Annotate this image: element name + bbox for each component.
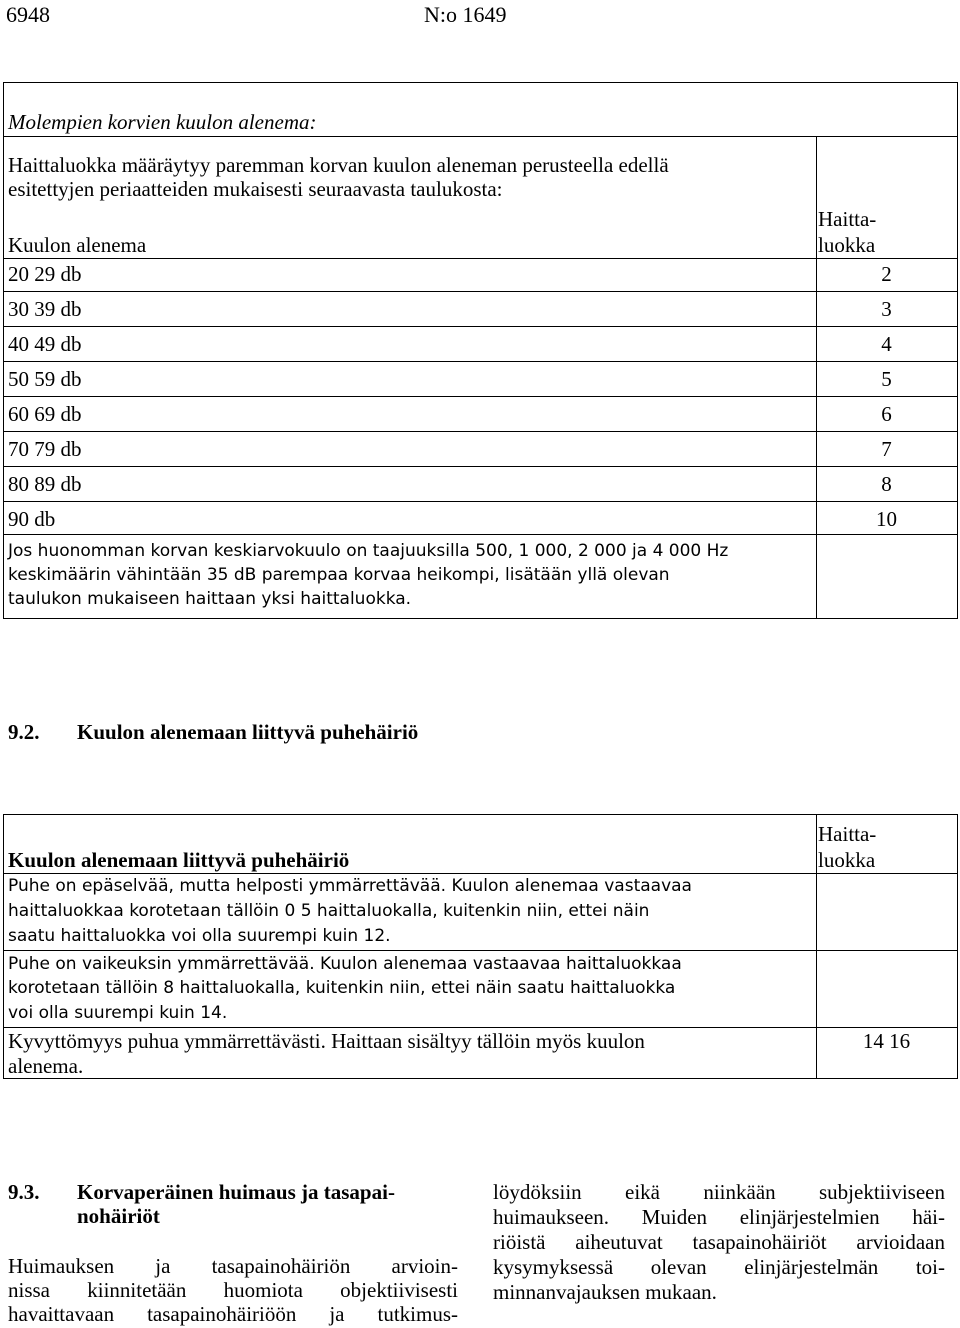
table2-col-right-header-line2: luokka	[818, 848, 876, 872]
table-row-class: 5	[881, 367, 892, 391]
section-9-3-right-line5: minnanvajauksen mukaan.	[493, 1280, 717, 1304]
table2-row2-line2: korotetaan tällöin 8 haittaluokalla, kuitenkin niin, ettei näin saatu haittaluokka	[8, 978, 676, 998]
section-9-3-right-line3: riöistä aiheutuvat tasapainohäiriöt arvioidaan	[493, 1230, 945, 1254]
table2-row2-line3: voi olla suurempi kuin 14.	[8, 1003, 228, 1023]
table1-col-right-header-line2: luokka	[818, 233, 876, 257]
table2-row1-line3: saatu haittaluokka voi olla suurempi kuin 12.	[8, 926, 391, 946]
section-9-3-left-line3: havaittavaan tasapainohäiriöön ja tutkimus-	[8, 1302, 458, 1326]
table1-note-line2: keskimäärin vähintään 35 dB parempaa korvaa heikompi, lisätään yllä olevan	[8, 565, 670, 585]
table1-heading: Molempien korvien kuulon alenema:	[8, 110, 317, 134]
table-row-range: 70 79 db	[8, 437, 82, 461]
section-9-3-title-line1: Korvaperäinen huimaus ja tasapai-	[77, 1180, 395, 1204]
table-row-range: 40 49 db	[8, 332, 82, 356]
table1-intro-line2: esitettyjen periaatteiden mukaisesti seuraavasta taulukosta:	[8, 177, 503, 201]
speech-disorder-table	[3, 814, 958, 1079]
table-row-class: 3	[881, 297, 892, 321]
table2-col-left-header: Kuulon alenemaan liittyvä puhehäiriö	[8, 848, 350, 872]
table-row-class: 6	[881, 402, 892, 426]
table-row-range: 90 db	[8, 507, 56, 531]
table1-note-line3: taulukon mukaiseen haittaan yksi haittaluokka.	[8, 589, 412, 609]
section-9-2-title: Kuulon alenemaan liittyvä puhehäiriö	[77, 720, 419, 744]
table-row-range: 60 69 db	[8, 402, 82, 426]
hearing-loss-table	[3, 82, 958, 619]
table-row-class: 4	[881, 332, 892, 356]
table-row-range: 20 29 db	[8, 262, 82, 286]
table-row-range: 30 39 db	[8, 297, 82, 321]
table-row-class: 10	[876, 507, 897, 531]
page-number: 6948	[6, 2, 50, 27]
section-9-3-right-line1: löydöksiin eikä niinkään subjektiiviseen	[493, 1180, 945, 1204]
table-row-class: 8	[881, 472, 892, 496]
section-9-3-number: 9.3.	[8, 1180, 40, 1204]
issue-number: N:o 1649	[424, 2, 507, 27]
section-9-2-number: 9.2.	[8, 720, 40, 744]
table2-row1-line2: haittaluokkaa korotetaan tällöin 0 5 haittaluokalla, kuitenkin niin, ettei näin	[8, 901, 650, 921]
table1-note-line1: Jos huonomman korvan keskiarvokuulo on taajuuksilla 500, 1 000, 2 000 ja 4 000 Hz	[8, 541, 729, 561]
table-row-class: 2	[881, 262, 892, 286]
table2-row3-value: 14 16	[862, 1029, 911, 1053]
table1-col-right-header-line1: Haitta-	[818, 207, 877, 231]
section-9-3-title-line2: nohäiriöt	[77, 1204, 160, 1228]
table2-row2-line1: Puhe on vaikeuksin ymmärrettävää. Kuulon alenemaa vastaavaa haittaluokkaa	[8, 954, 682, 974]
section-9-3-left-line2: nissa kiinnitetään huomiota objektiivisesti	[8, 1278, 458, 1302]
section-9-3-right-line2: huimaukseen. Muiden elinjärjestelmien häi-	[493, 1205, 945, 1229]
table1-intro-line1: Haittaluokka määräytyy paremman korvan kuulon aleneman perusteella edellä	[8, 153, 669, 177]
table-row-range: 50 59 db	[8, 367, 82, 391]
section-9-3-right-line4: kysymyksessä olevan elinjärjestelmän toi-	[493, 1255, 945, 1279]
table-row-class: 7	[881, 437, 892, 461]
table-row-range: 80 89 db	[8, 472, 82, 496]
table2-col-right-header-line1: Haitta-	[818, 822, 877, 846]
table1-col-left-header: Kuulon alenema	[8, 233, 147, 257]
table2-row3-line1: Kyvyttömyys puhua ymmärrettävästi. Haittaan sisältyy tällöin myös kuulon	[8, 1029, 645, 1053]
table2-row1-line1: Puhe on epäselvää, mutta helposti ymmärrettävää. Kuulon alenemaa vastaavaa	[8, 876, 692, 896]
section-9-3-left-line1: Huimauksen ja tasapainohäiriön arvioin-	[8, 1254, 458, 1278]
table2-row3-line2: alenema.	[8, 1054, 84, 1078]
